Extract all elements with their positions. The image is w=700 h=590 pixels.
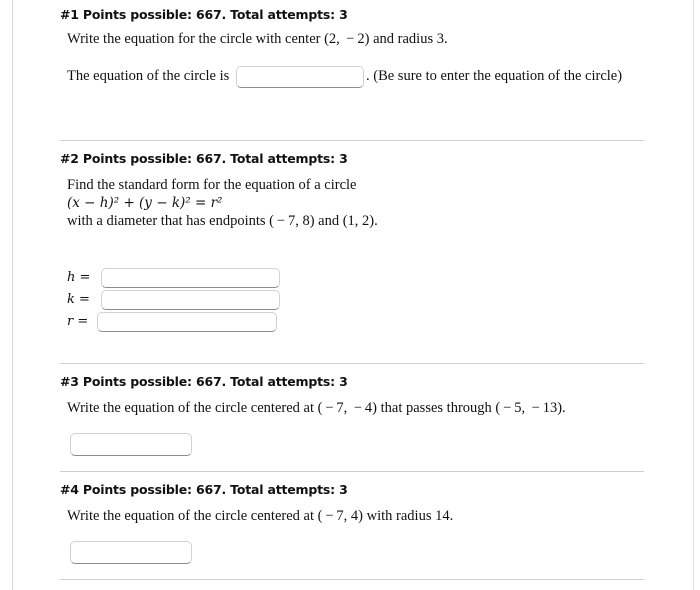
q1-header: #1 Points possible: 667. Total attempts: 3 xyxy=(60,7,348,22)
separator-3 xyxy=(60,471,644,472)
separator-4 xyxy=(60,579,644,580)
q2-formula: (x − h)² + (y − k)² = r² xyxy=(67,195,223,211)
k-input[interactable] xyxy=(101,290,280,310)
q1-prompt: Write the equation for the circle with center (2, − 2) and radius 3. xyxy=(67,31,448,47)
q1-answer-prefix: The equation of the circle is xyxy=(67,68,230,84)
q3-header: #3 Points possible: 667. Total attempts: 3 xyxy=(60,374,348,389)
q2-prompt-line3: with a diameter that has endpoints ( − 7, 8) and (1, 2). xyxy=(67,213,378,229)
q4-prompt: Write the equation of the circle centered at ( − 7, 4) with radius 14. xyxy=(67,508,454,524)
left-edge-rule xyxy=(12,0,13,590)
separator-2 xyxy=(60,363,644,364)
q1-answer-suffix: . (Be sure to enter the equation of the circle) xyxy=(366,68,623,84)
q1-answer-input[interactable] xyxy=(236,66,364,88)
separator-1 xyxy=(60,140,644,141)
r-label: r = xyxy=(67,314,89,329)
k-label: k = xyxy=(67,292,90,307)
q3-answer-input[interactable] xyxy=(70,433,192,456)
q4-header: #4 Points possible: 667. Total attempts: 3 xyxy=(60,482,348,497)
right-edge-rule xyxy=(693,0,694,590)
h-input[interactable] xyxy=(101,268,280,288)
q2-header: #2 Points possible: 667. Total attempts: 3 xyxy=(60,151,348,166)
h-label: h = xyxy=(67,270,91,285)
q4-answer-input[interactable] xyxy=(70,541,192,564)
q2-prompt-line1: Find the standard form for the equation of a circle xyxy=(67,177,357,193)
q3-prompt: Write the equation of the circle centered at ( − 7, − 4) that passes through ( − 5, − 13). xyxy=(67,400,566,416)
r-input[interactable] xyxy=(97,312,277,332)
